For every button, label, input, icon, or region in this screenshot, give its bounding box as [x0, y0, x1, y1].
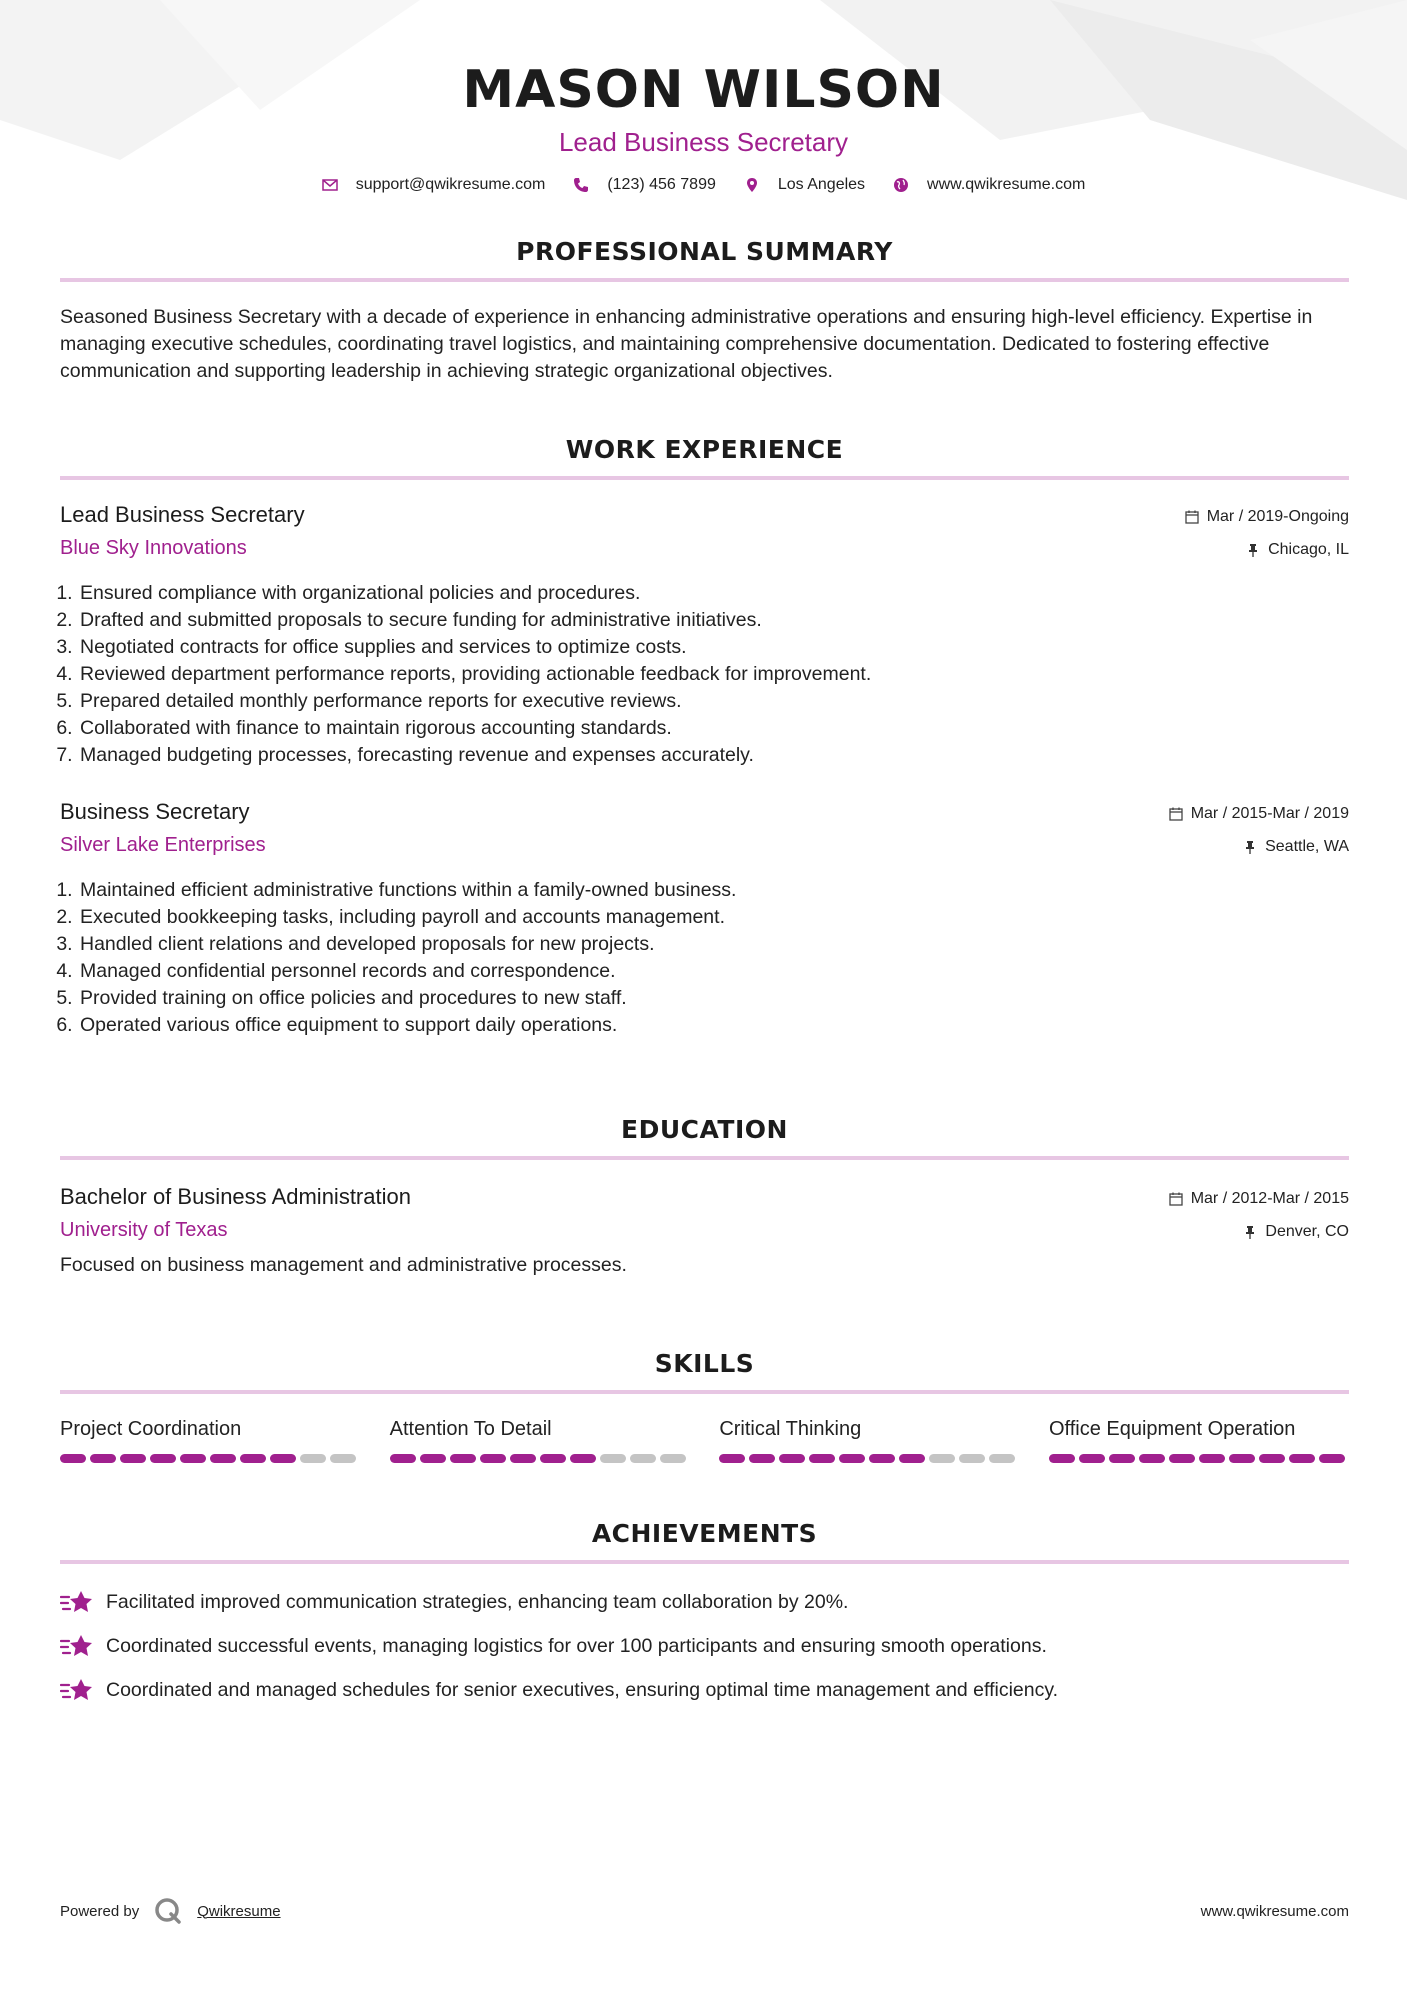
work-experience-section [60, 434, 1349, 1039]
achievements-section [60, 1518, 1349, 1718]
job-location: Seattle, WA [1265, 838, 1349, 855]
skill-segment-filled [240, 1454, 266, 1463]
degree-title: Bachelor of Business Administration [60, 1184, 411, 1209]
skill-segment-filled [120, 1454, 146, 1463]
contact-email[interactable] [322, 176, 546, 194]
summary-text: Seasoned Business Secretary with a decade of experience in enhancing administrative operations and ensuring high-level efficiency. Expertise in managing executive schedules, coordinating travel logistics, and maintaining comprehensive documentation. Dedicated to fostering effective communication and supporting leadership in achieving strategic organizational objectives. [60, 306, 1313, 382]
skill-segment-empty [989, 1454, 1015, 1463]
job-title: Business Secretary [60, 799, 250, 824]
skills-list [60, 1416, 1349, 1463]
skill-segment-filled [779, 1454, 805, 1463]
list-item: 4. Managed confidential personnel records and correspondence. [78, 958, 1349, 985]
skill-segment-empty [660, 1454, 686, 1463]
list-item: 3. Handled client relations and developed proposals for new projects. [78, 931, 1349, 958]
skill-name: Critical Thinking [719, 1418, 862, 1440]
job-location: Chicago, IL [1268, 541, 1349, 558]
skill-item [719, 1416, 1019, 1463]
list-item: 5. Provided training on office policies and procedures to new staff. [78, 985, 1349, 1012]
skill-segment-filled [1109, 1454, 1135, 1463]
education-dates: Mar / 2012-Mar / 2015 [1190, 1190, 1349, 1207]
job-responsibilities [60, 877, 1349, 1039]
pushpin-icon [1243, 840, 1257, 854]
skill-segment-filled [90, 1454, 116, 1463]
list-item: 6. Collaborated with finance to maintain rigorous accounting standards. [78, 715, 1349, 742]
skill-segment-filled [420, 1454, 446, 1463]
job-entry [60, 797, 1349, 1039]
summary-section [60, 236, 1349, 385]
job-company: Silver Lake Enterprises [60, 834, 266, 856]
calendar-icon [1185, 510, 1199, 524]
contact-website[interactable] [893, 176, 1085, 194]
skill-level-bar [719, 1454, 1019, 1463]
skill-item [390, 1416, 690, 1463]
section-title: ACHIEVEMENTS [591, 1519, 818, 1548]
shooting-star-icon [60, 1676, 94, 1704]
footer-branding [60, 1896, 281, 1926]
contact-website-text: www.qwikresume.com [927, 176, 1086, 193]
shooting-star-icon [60, 1632, 94, 1660]
skill-segment-filled [1229, 1454, 1255, 1463]
contact-phone-text: (123) 456 7899 [607, 176, 716, 193]
pushpin-icon [1243, 1225, 1257, 1239]
skill-segment-filled [390, 1454, 416, 1463]
footer-website-link[interactable]: www.qwikresume.com [1200, 1902, 1349, 1920]
list-item: 3. Negotiated contracts for office supplies and services to optimize costs. [78, 634, 1349, 661]
skill-segment-filled [1049, 1454, 1075, 1463]
education-location: Denver, CO [1265, 1223, 1349, 1240]
education-meta [1169, 1186, 1349, 1252]
skill-segment-filled [1289, 1454, 1315, 1463]
page-footer [60, 1896, 1349, 1926]
job-title: Lead Business Secretary [60, 502, 305, 527]
skills-section [60, 1348, 1349, 1463]
pushpin-icon [1246, 543, 1260, 557]
achievement-text: Coordinated successful events, managing logistics for over 100 participants and ensuring smooth operations. [106, 1634, 1047, 1657]
section-title: PROFESSIONAL SUMMARY [516, 237, 893, 266]
section-divider [60, 1390, 1349, 1394]
skill-name: Attention To Detail [389, 1418, 552, 1440]
contact-location-text: Los Angeles [777, 176, 866, 193]
skill-segment-filled [270, 1454, 296, 1463]
section-divider [60, 278, 1349, 282]
skill-segment-filled [540, 1454, 566, 1463]
achievements-list [60, 1586, 1349, 1706]
skill-segment-filled [510, 1454, 536, 1463]
skill-segment-filled [150, 1454, 176, 1463]
resume-header [0, 0, 1407, 194]
skill-segment-empty [929, 1454, 955, 1463]
contact-phone[interactable] [573, 176, 716, 194]
skill-segment-empty [959, 1454, 985, 1463]
skill-segment-filled [1199, 1454, 1225, 1463]
skill-level-bar [60, 1454, 360, 1463]
skill-segment-empty [600, 1454, 626, 1463]
skill-segment-empty [330, 1454, 356, 1463]
achievement-text: Facilitated improved communication strategies, enhancing team collaboration by 20%. [106, 1590, 849, 1613]
job-dates: Mar / 2015-Mar / 2019 [1190, 805, 1349, 822]
education-entry [60, 1182, 1349, 1279]
powered-by-label: Powered by [60, 1902, 140, 1920]
job-responsibilities [60, 580, 1349, 769]
skill-segment-filled [749, 1454, 775, 1463]
phone-icon [573, 177, 589, 193]
skill-segment-filled [570, 1454, 596, 1463]
calendar-icon [1169, 1192, 1183, 1206]
job-meta [1185, 504, 1349, 570]
achievement-item [60, 1630, 1349, 1662]
section-title: WORK EXPERIENCE [565, 435, 844, 464]
contact-email-text: support@qwikresume.com [355, 176, 546, 193]
list-item: 5. Prepared detailed monthly performance reports for executive reviews. [78, 688, 1349, 715]
job-meta [1169, 801, 1349, 867]
skill-segment-empty [630, 1454, 656, 1463]
skill-segment-filled [719, 1454, 745, 1463]
skill-segment-filled [180, 1454, 206, 1463]
skill-item [60, 1416, 360, 1463]
achievement-item [60, 1674, 1349, 1706]
candidate-name: MASON WILSON [462, 60, 945, 120]
achievement-text: Coordinated and managed schedules for senior executives, ensuring optimal time management and efficiency. [106, 1678, 1059, 1701]
skill-segment-filled [1319, 1454, 1345, 1463]
candidate-role: Lead Business Secretary [558, 127, 849, 157]
skill-name: Office Equipment Operation [1048, 1418, 1296, 1440]
section-divider [60, 1560, 1349, 1564]
list-item: 1. Ensured compliance with organizational policies and procedures. [78, 580, 1349, 607]
skill-segment-filled [60, 1454, 86, 1463]
list-item: 4. Reviewed department performance reports, providing actionable feedback for improvement. [78, 661, 1349, 688]
skill-segment-empty [300, 1454, 326, 1463]
skill-segment-filled [869, 1454, 895, 1463]
section-title: SKILLS [654, 1349, 755, 1378]
section-title: EDUCATION [621, 1115, 788, 1144]
envelope-icon [322, 177, 338, 193]
school-name: University of Texas [60, 1219, 228, 1241]
job-company: Blue Sky Innovations [60, 537, 247, 559]
skill-level-bar [1049, 1454, 1349, 1463]
brand-link[interactable]: Qwikresume [197, 1902, 281, 1920]
job-entry [60, 500, 1349, 769]
map-pin-icon [744, 177, 760, 193]
skill-item [1049, 1416, 1349, 1463]
skill-segment-filled [450, 1454, 476, 1463]
education-section [60, 1114, 1349, 1279]
skill-name: Project Coordination [60, 1418, 242, 1440]
list-item: 1. Maintained efficient administrative functions within a family-owned business. [78, 877, 1349, 904]
skill-segment-filled [1139, 1454, 1165, 1463]
skill-segment-filled [839, 1454, 865, 1463]
globe-icon [893, 177, 909, 193]
skill-segment-filled [899, 1454, 925, 1463]
skill-level-bar [390, 1454, 690, 1463]
shooting-star-icon [60, 1588, 94, 1616]
skill-segment-filled [480, 1454, 506, 1463]
list-item: 6. Operated various office equipment to support daily operations. [78, 1012, 1349, 1039]
list-item: 2. Executed bookkeeping tasks, including payroll and accounts management. [78, 904, 1349, 931]
skill-segment-filled [809, 1454, 835, 1463]
education-description: Focused on business management and administrative processes. [60, 1254, 627, 1276]
list-item: 2. Drafted and submitted proposals to secure funding for administrative initiatives. [78, 607, 1349, 634]
contact-location [744, 176, 865, 194]
skill-segment-filled [1169, 1454, 1195, 1463]
job-dates: Mar / 2019-Ongoing [1206, 508, 1349, 525]
skill-segment-filled [1079, 1454, 1105, 1463]
calendar-icon [1169, 807, 1183, 821]
qwikresume-logo-icon [153, 1896, 183, 1926]
list-item: 7. Managed budgeting processes, forecasting revenue and expenses accurately. [78, 742, 1349, 769]
contact-bar [0, 176, 1407, 194]
section-divider [60, 1156, 1349, 1160]
skill-segment-filled [210, 1454, 236, 1463]
skill-segment-filled [1259, 1454, 1285, 1463]
achievement-item [60, 1586, 1349, 1618]
section-divider [60, 476, 1349, 480]
